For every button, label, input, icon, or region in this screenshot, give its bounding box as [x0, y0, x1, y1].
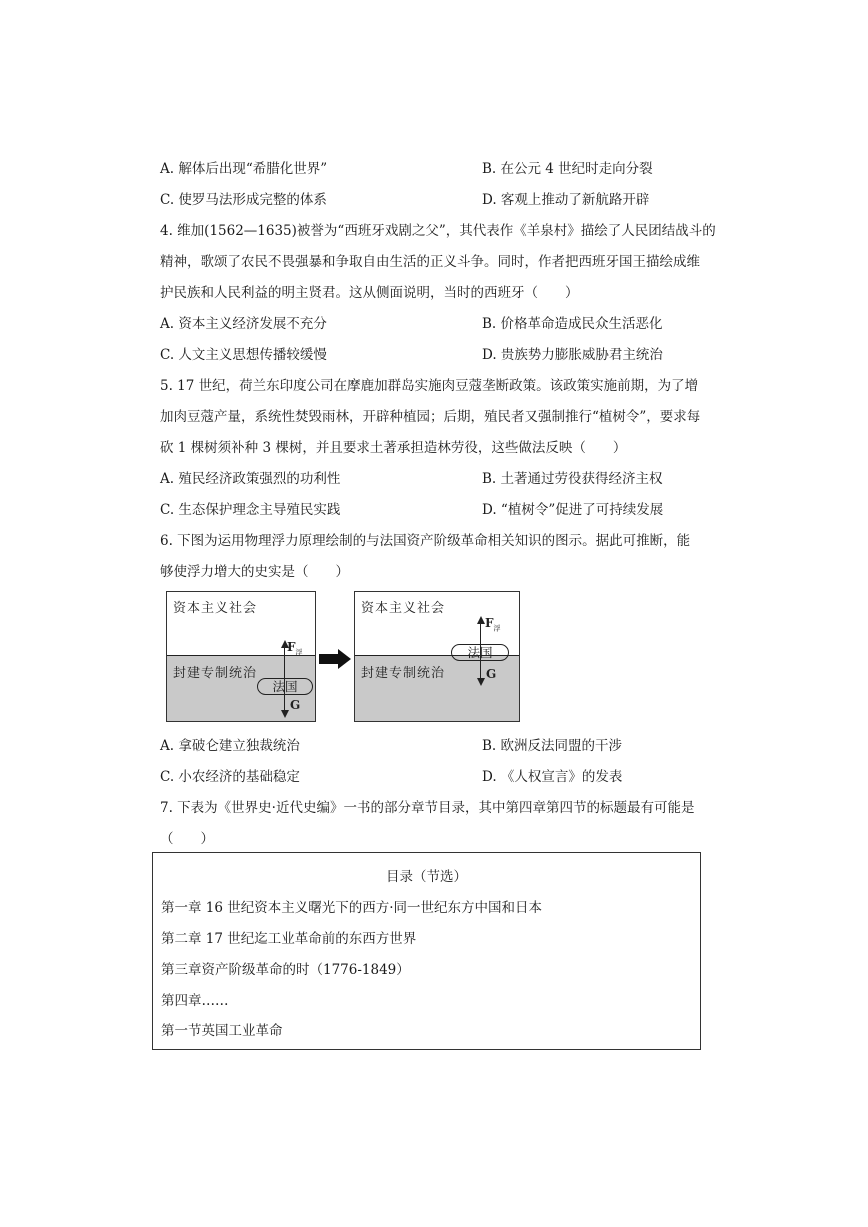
transition-arrow-icon [318, 649, 352, 669]
q4-stem-line3: 护民族和人民利益的明主贤君。这从侧面说明，当时的西班牙（ ） [160, 285, 579, 301]
toc-chapter-1: 第一章 16 世纪资本主义曙光下的西方·同一世纪东方中国和日本 [161, 900, 543, 916]
q5-option-a: A. 殖民经济政策强烈的功利性 [160, 471, 341, 487]
gravity-label-after: G [486, 667, 497, 681]
q5-option-c: C. 生态保护理念主导殖民实践 [160, 502, 341, 518]
q5-stem-line2: 加肉豆蔻产量，系统性焚毁雨林，开辟种植园；后期，殖民者又强制推行“植树令”，要求每 [160, 409, 701, 425]
diagram-panel-before [166, 591, 316, 722]
q4-stem-line2: 精神，歌颂了农民不畏强暴和争取自由生活的正义斗争。同时，作者把西班牙国王描绘成维 [160, 254, 700, 270]
buoyancy-symbol: F [287, 640, 296, 654]
q7-stem-line2: （ ） [160, 831, 214, 847]
buoyancy-diagram [166, 591, 520, 722]
q3-option-d: D. 客观上推动了新航路开辟 [482, 192, 650, 208]
q5-stem-line3: 砍 1 棵树须补种 3 棵树，并且要求土著承担造林劳役，这些做法反映（ ） [160, 440, 627, 456]
q4-option-b: B. 价格革命造成民众生活恶化 [482, 316, 663, 332]
q6-option-a: A. 拿破仑建立独裁统治 [160, 738, 300, 754]
q3-option-b: B. 在公元 4 世纪时走向分裂 [482, 161, 653, 177]
q6-stem-line1: 6. 下图为运用物理浮力原理绘制的与法国资产阶级革命相关知识的图示。据此可推断，能 [160, 533, 691, 549]
toc-chapter-4: 第四章…… [161, 993, 229, 1009]
toc-chapter-2: 第二章 17 世纪迄工业革命前的东西方世界 [161, 931, 417, 947]
q4-option-a: A. 资本主义经济发展不充分 [160, 316, 327, 332]
gravity-label: G [290, 698, 301, 712]
buoyancy-subscript: 浮 [295, 648, 303, 657]
diagram-panel-after [354, 591, 520, 722]
q5-option-b: B. 土著通过劳役获得经济主权 [482, 471, 663, 487]
diagram-bottom-label-after: 封建专制统治 [361, 666, 446, 681]
q3-option-c: C. 使罗马法形成完整的体系 [160, 192, 327, 208]
country-pill-after: 法国 [451, 644, 509, 661]
toc-title: 目录（节选） [386, 869, 467, 885]
toc-chapter-3: 第三章资产阶级革命的时（1776-1849） [161, 962, 410, 978]
q6-option-d: D. 《人权宣言》的发表 [482, 769, 623, 785]
q3-option-a: A. 解体后出现“希腊化世界” [160, 161, 328, 177]
q4-option-d: D. 贵族势力膨胀威胁君主统治 [482, 347, 663, 363]
buoyancy-label-after [485, 616, 501, 633]
q6-option-c: C. 小农经济的基础稳定 [160, 769, 300, 785]
buoyancy-subscript-after: 浮 [493, 624, 501, 633]
q5-stem-line1: 5. 17 世纪，荷兰东印度公司在摩鹿加群岛实施肉豆蔻垄断政策。该政策实施前期，为了增 [160, 378, 699, 394]
q6-stem-line2: 够使浮力增大的史实是（ ） [160, 564, 349, 580]
q7-stem-line1: 7. 下表为《世界史·近代史编》一书的部分章节目录，其中第四章第四节的标题最有可能是 [160, 800, 695, 816]
q5-option-d: D. “植树令”促进了可持续发展 [482, 502, 664, 518]
toc-section-1: 第一节英国工业革命 [161, 1023, 283, 1039]
diagram-top-label-after: 资本主义社会 [361, 601, 446, 616]
q6-option-b: B. 欧洲反法同盟的干涉 [482, 738, 623, 754]
q4-stem-line1: 4. 维加(1562—1635)被誉为“西班牙戏剧之父”，其代表作《羊泉村》描绘了人民团结战斗的 [160, 223, 716, 239]
diagram-top-label: 资本主义社会 [173, 601, 258, 616]
table-of-contents [152, 852, 701, 1050]
diagram-bottom-label: 封建专制统治 [173, 666, 258, 681]
buoyancy-label [287, 640, 303, 657]
country-pill: 法国 [257, 678, 313, 695]
q4-option-c: C. 人文主义思想传播较缓慢 [160, 347, 327, 363]
buoyancy-symbol-after: F [485, 616, 494, 630]
